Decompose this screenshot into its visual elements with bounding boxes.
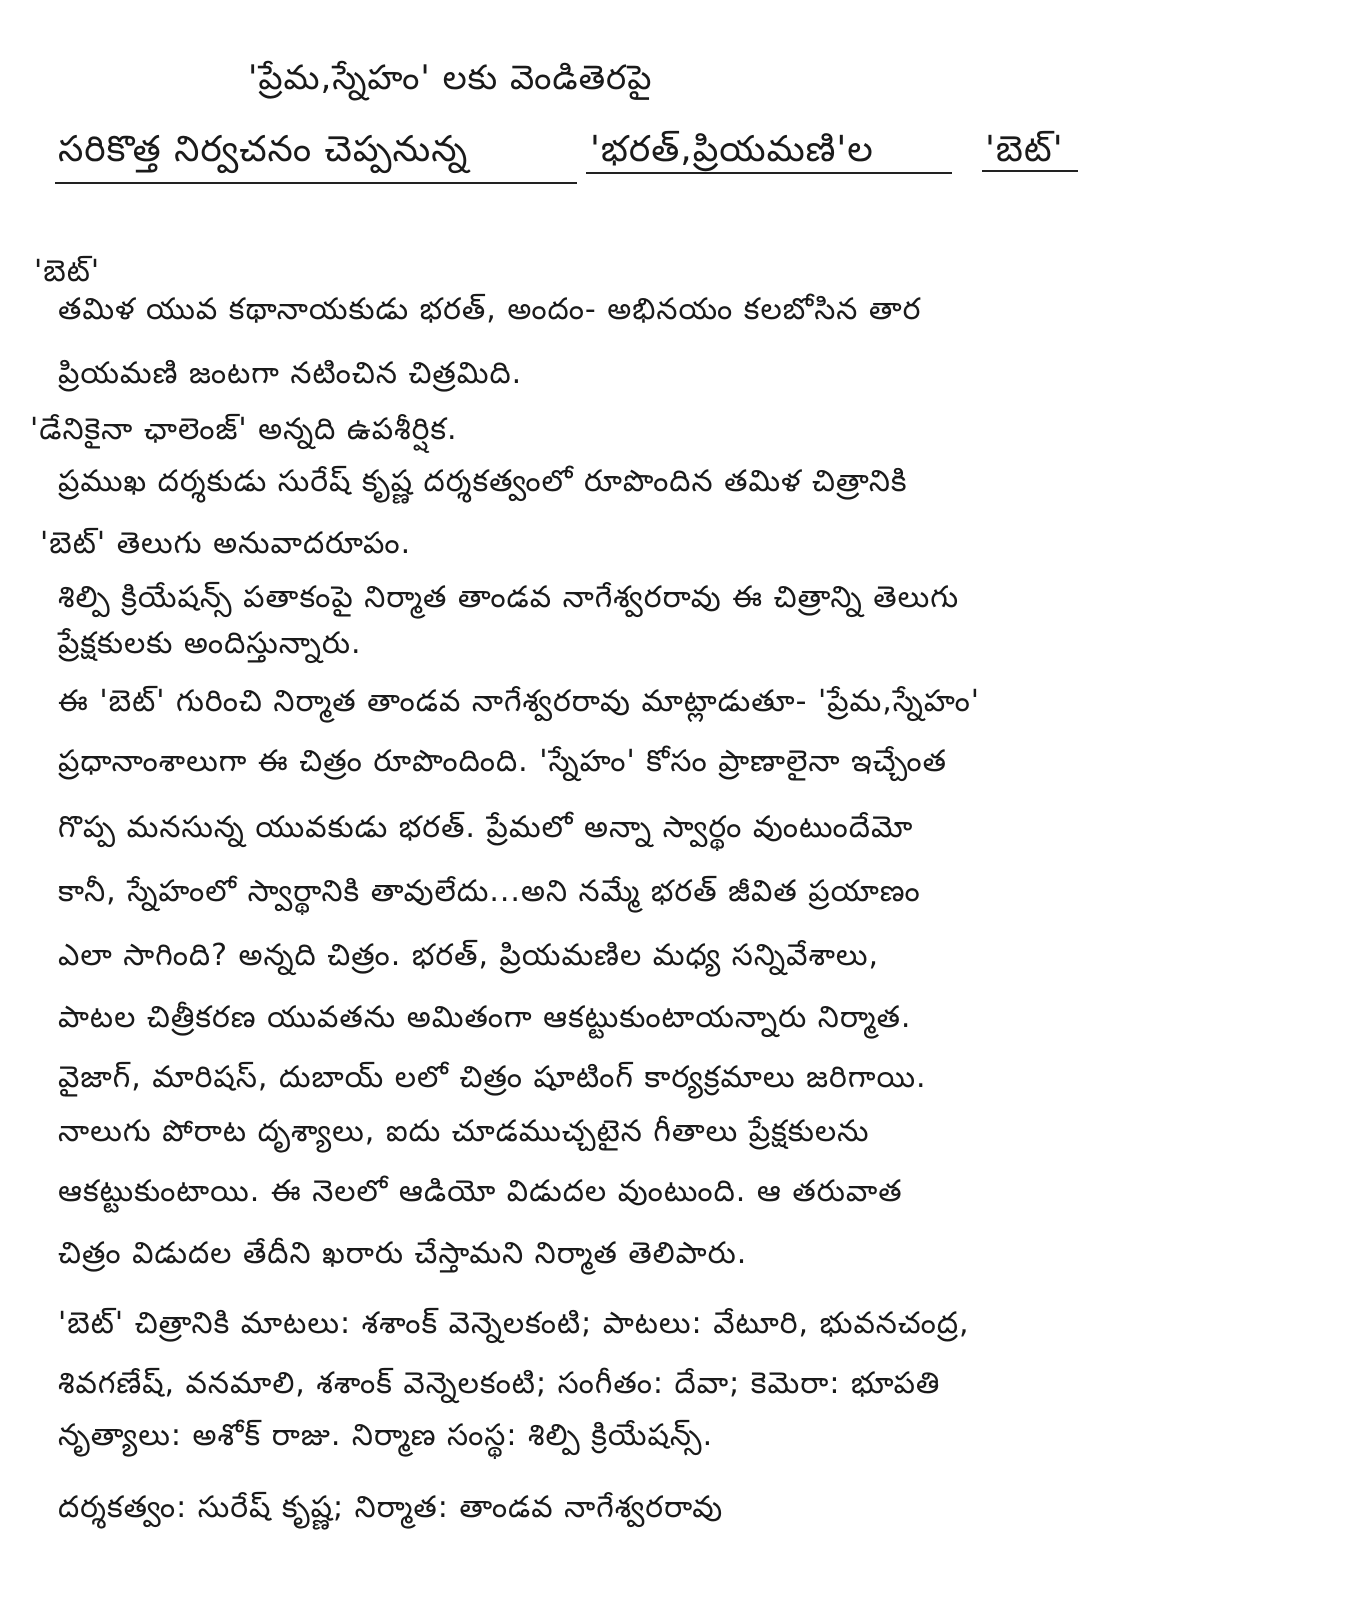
paragraph-line: నాలుగు పోరాట దృశ్యాలు, ఐదు చూడముచ్చటైన గీతాలు ప్రేక్షకులను — [58, 1114, 870, 1149]
paragraph-line: 'బెట్' — [34, 254, 101, 289]
paragraph-line: ఈ 'బెట్' గురించి నిర్మాత తాండవ నాగేశ్వరరావు మాట్లాడుతూ- 'ప్రేమ,స్నేహం' — [58, 684, 981, 719]
credits-line: 'బెట్' చిత్రానికి మాటలు: శశాంక్ వెన్నెలకంటి; పాటలు: వేటూరి, భువనచంద్ర, — [58, 1306, 970, 1341]
paragraph-line: పాటల చిత్రీకరణ యువతను అమితంగా ఆకట్టుకుంటాయన్నారు నిర్మాత. — [58, 1000, 912, 1035]
credits-line: దర్శకత్వం: సురేష్ కృష్ణ; నిర్మాత: తాండవ నాగేశ్వరరావు — [58, 1490, 724, 1525]
paragraph-line: ప్రధానాంశాలుగా ఈ చిత్రం రూపొందింది. 'స్నేహం' కోసం ప్రాణాలైనా ఇచ్చేంత — [58, 744, 947, 779]
credits-line: నృత్యాలు: అశోక్ రాజు. నిర్మాణ సంస్థ: శిల్పి క్రియేషన్స్. — [58, 1418, 714, 1453]
paragraph-line: ప్రియమణి జంటగా నటించిన చిత్రమిది. — [58, 356, 523, 391]
paragraph-line: కానీ, స్నేహంలో స్వార్థానికి తావులేదు...అని నమ్మే భరత్ జీవిత ప్రయాణం — [58, 874, 921, 909]
paragraph-line: ఎలా సాగింది? అన్నది చిత్రం. భరత్, ప్రియమణిల మధ్య సన్నివేశాలు, — [58, 938, 880, 973]
paragraph-line: వైజాగ్, మారిషస్, దుబాయ్ లలో చిత్రం షూటింగ్ కార్యక్రమాలు జరిగాయి. — [58, 1060, 927, 1095]
paragraph-line: చిత్రం విడుదల తేదీని ఖరారు చేస్తామని నిర్మాత తెలిపారు. — [58, 1236, 748, 1271]
credits-line: శివగణేష్, వనమాలి, శశాంక్ వెన్నెలకంటి; సంగీతం: దేవా; కెమెరా: భూపతి — [58, 1366, 941, 1401]
heading-underline-1 — [55, 182, 577, 184]
paragraph-line: గొప్ప మనసున్న యువకుడు భరత్. ప్రేమలో అన్నా స్వార్థం వుంటుందేమో — [58, 810, 914, 845]
paragraph-line: తమిళ యువ కథానాయకుడు భరత్, అందం- అభినయం కలబోసిన తార — [58, 292, 922, 327]
paragraph-line: ఆకట్టుకుంటాయి. ఈ నెలలో ఆడియో విడుదల వుంటుంది. ఆ తరువాత — [58, 1174, 903, 1209]
heading-line-1: 'ప్రేమ,స్నేహం' లకు వెండితెరపై — [248, 58, 653, 98]
heading-line-2-part-3: 'బెట్' — [985, 129, 1064, 170]
paragraph-line: శిల్పి క్రియేషన్స్ పతాకంపై నిర్మాత తాండవ నాగేశ్వరరావు ఈ చిత్రాన్ని తెలుగు — [58, 580, 960, 615]
paragraph-line: 'డేనికైనా ఛాలెంజ్' అన్నది ఉపశీర్షిక. — [30, 412, 458, 447]
heading-underline-3 — [982, 170, 1078, 172]
paragraph-line: ప్రముఖ దర్శకుడు సురేష్ కృష్ణ దర్శకత్వంలో రూపొందిన తమిళ చిత్రానికి — [58, 464, 908, 499]
heading-underline-2 — [586, 172, 952, 174]
paragraph-line: ప్రేక్షకులకు అందిస్తున్నారు. — [58, 626, 362, 661]
heading-line-2-part-1: సరికొత్త నిర్వచనం చెప్పనున్న — [58, 129, 469, 170]
paragraph-line: 'బెట్' తెలుగు అనువాదరూపం. — [40, 526, 412, 561]
heading-line-2-part-2: 'భరత్,ప్రియమణి'ల — [590, 129, 874, 170]
